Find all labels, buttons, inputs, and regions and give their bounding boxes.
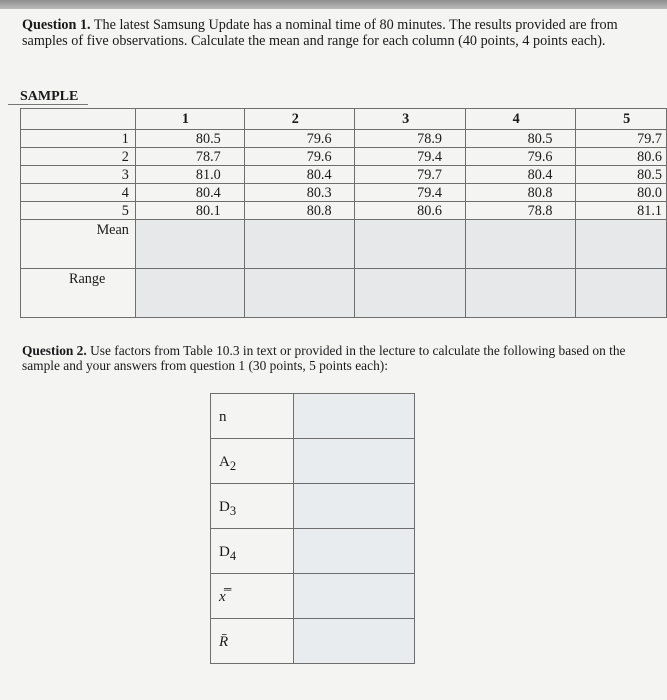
mean-answer-cell-3[interactable] [355, 220, 465, 269]
table-cell: 79.7 [576, 130, 667, 148]
question-1 [22, 17, 632, 49]
range-label: Range [21, 269, 136, 318]
table-cell: 79.6 [244, 148, 354, 166]
factor-label-d3: $D_3$ [211, 484, 294, 529]
factors-table [210, 393, 415, 664]
table-cell: 80.6 [576, 148, 667, 166]
factor-row-a2 [211, 439, 415, 484]
table-row [21, 166, 667, 184]
obs-label: 1 [21, 130, 136, 148]
factor-row-n [211, 394, 415, 439]
factor-row-d4 [211, 529, 415, 574]
factor-label-n: n [211, 394, 294, 439]
mean-answer-cell-4[interactable] [465, 220, 575, 269]
table-cell: 80.8 [465, 184, 575, 202]
table-cell: 81.0 [135, 166, 244, 184]
factor-row-rbar [211, 619, 415, 664]
table-cell: 80.6 [355, 202, 465, 220]
sample-table [20, 108, 667, 318]
factor-label-d4: $D_4$ [211, 529, 294, 574]
question-1-heading: Question 1. [22, 17, 91, 33]
column-header-5: 5 [576, 109, 667, 130]
table-row [21, 130, 667, 148]
table-cell: 78.8 [465, 202, 575, 220]
table-cell: 79.6 [244, 130, 354, 148]
table-cell: 80.0 [576, 184, 667, 202]
range-answer-cell-4[interactable] [465, 269, 575, 318]
factor-answer-d3[interactable] [294, 484, 415, 529]
table-cell: 78.9 [355, 130, 465, 148]
obs-label: 3 [21, 166, 136, 184]
factor-answer-xbarbar[interactable] [294, 574, 415, 619]
table-cell: 79.6 [465, 148, 575, 166]
factor-label-a2: $A_2$ [211, 439, 294, 484]
mean-label: Mean [21, 220, 136, 269]
factor-label-xbarbar: x̿ [211, 574, 294, 619]
mean-answer-cell-2[interactable] [244, 220, 354, 269]
table-cell: 79.4 [355, 148, 465, 166]
mean-answer-cell-5[interactable] [576, 220, 667, 269]
question-2-heading: Question 2. [22, 343, 87, 358]
sample-underline [8, 104, 88, 105]
table-cell: 80.5 [576, 166, 667, 184]
table-row [21, 184, 667, 202]
table-cell: 80.4 [244, 166, 354, 184]
mean-answer-cell-1[interactable] [135, 220, 244, 269]
header-corner [21, 109, 136, 130]
factor-answer-n[interactable] [294, 394, 415, 439]
table-cell: 79.4 [355, 184, 465, 202]
factor-answer-d4[interactable] [294, 529, 415, 574]
obs-label: 5 [21, 202, 136, 220]
range-answer-cell-5[interactable] [576, 269, 667, 318]
question-2 [22, 344, 642, 373]
table-cell: 80.5 [465, 130, 575, 148]
table-cell: 80.4 [135, 184, 244, 202]
table-cell: 78.7 [135, 148, 244, 166]
table-cell: 80.4 [465, 166, 575, 184]
range-answer-cell-1[interactable] [135, 269, 244, 318]
obs-label: 2 [21, 148, 136, 166]
factor-row-xbarbar [211, 574, 415, 619]
obs-label: 4 [21, 184, 136, 202]
question-2-text: Use factors from Table 10.3 in text or provided in the lecture to calculate the following based on the sample and your answers from question 1 (30 points, 5 points each): [22, 343, 626, 373]
table-cell: 80.3 [244, 184, 354, 202]
factor-label-rbar: R̄ [211, 619, 294, 664]
table-cell: 80.1 [135, 202, 244, 220]
table-row [21, 202, 667, 220]
column-header-4: 4 [465, 109, 575, 130]
question-1-text: The latest Samsung Update has a nominal time of 80 minutes. The results provided are from samples of five observations. Calculate the mean and range for each column (40 points, 4 points each). [22, 17, 618, 49]
factor-answer-a2[interactable] [294, 439, 415, 484]
column-header-3: 3 [355, 109, 465, 130]
table-cell: 80.8 [244, 202, 354, 220]
range-row [21, 269, 667, 318]
top-strip [0, 0, 667, 9]
table-cell: 80.5 [135, 130, 244, 148]
column-header-2: 2 [244, 109, 354, 130]
range-answer-cell-2[interactable] [244, 269, 354, 318]
table-row [21, 148, 667, 166]
factor-answer-rbar[interactable] [294, 619, 415, 664]
sample-label: SAMPLE [20, 89, 79, 104]
range-answer-cell-3[interactable] [355, 269, 465, 318]
factor-row-d3 [211, 484, 415, 529]
header-row [21, 109, 667, 130]
column-header-1: 1 [135, 109, 244, 130]
table-cell: 81.1 [576, 202, 667, 220]
table-cell: 79.7 [355, 166, 465, 184]
mean-row [21, 220, 667, 269]
